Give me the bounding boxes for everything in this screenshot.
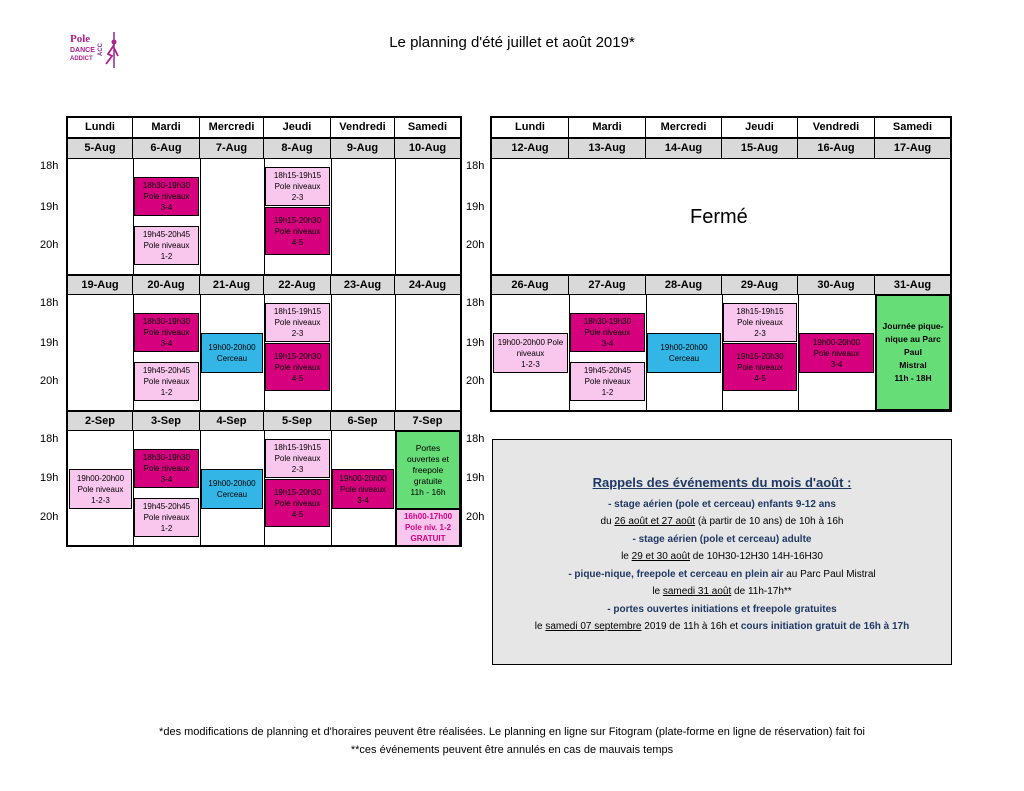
day-header: Vendredi: [798, 118, 875, 139]
time-label: 20h: [466, 239, 485, 251]
date-header: 30-Aug: [798, 276, 875, 295]
class-event[interactable]: 18h30-19h30 Pole niveaux 3-4: [134, 449, 199, 488]
logo-text-addict: ADDICT: [70, 56, 93, 62]
date-header: 13-Aug: [569, 139, 646, 159]
date-header: 8-Aug: [264, 139, 331, 159]
event-pique-nique[interactable]: Journée pique- nique au Parc Paul Mistral 11h - 18H: [876, 295, 950, 410]
date-header: 27-Aug: [569, 276, 646, 295]
reminder-line: - pique-nique, freepole et cerceau en plein air au Parc Paul Mistral: [568, 568, 876, 580]
date-header: 5-Aug: [68, 139, 133, 159]
class-event[interactable]: 19h15-20h30 Pole niveaux 4-5: [265, 343, 330, 391]
reminder-line: le samedi 31 août de 11h-17h**: [652, 586, 792, 597]
class-event[interactable]: 19h00-20h00 Cerceau: [201, 333, 263, 373]
date-header: 24-Aug: [395, 276, 460, 295]
day-header: Lundi: [492, 118, 569, 139]
time-label: 19h: [466, 337, 485, 349]
reminder-line: le samedi 07 septembre 2019 de 11h à 16h et cours initiation gratuit de 16h à 17h: [534, 621, 910, 632]
class-event[interactable]: 19h00-20h00 Cerceau: [201, 469, 263, 509]
time-label: 20h: [466, 375, 485, 387]
reminder-line: - stage aérien (pole et cerceau) enfants 9-12 ans: [608, 498, 836, 510]
pole-dance-addict-logo: [68, 30, 124, 70]
date-header: 6-Aug: [133, 139, 200, 159]
class-event[interactable]: 19h45-20h45 Pole niveaux 1-2: [134, 498, 199, 537]
day-header: Samedi: [395, 118, 460, 139]
class-event[interactable]: 19h00-20h00 Pole niveaux 3-4: [332, 469, 394, 509]
class-event[interactable]: 18h15-19h15 Pole niveaux 2-3: [265, 303, 330, 342]
date-header: 15-Aug: [722, 139, 798, 159]
reminder-line: le 29 et 30 août de 10H30-12H30 14H-16H30: [621, 551, 823, 562]
class-event[interactable]: 18h30-19h30 Pole niveaux 3-4: [134, 313, 199, 352]
time-label: 20h: [40, 239, 59, 251]
date-header: 29-Aug: [722, 276, 798, 295]
time-label: 19h: [40, 337, 59, 349]
date-header: 22-Aug: [264, 276, 331, 295]
date-header: 4-Sep: [200, 412, 264, 431]
date-header: 6-Sep: [331, 412, 395, 431]
date-header: 7-Aug: [200, 139, 264, 159]
date-header: 7-Sep: [395, 412, 460, 431]
date-header: 26-Aug: [492, 276, 569, 295]
event-initiation-gratuit[interactable]: 16h00-17h00 Pole niv. 1-2 GRATUIT: [396, 509, 460, 546]
logo-text-pole: Pole: [70, 33, 91, 45]
class-event[interactable]: 19h00-20h00 Pole niveaux 3-4: [799, 333, 874, 373]
reminder-line: du 26 août et 27 août (à partir de 10 ans) de 10h à 16h: [600, 516, 844, 527]
reminders-box: [492, 439, 952, 665]
day-header: Vendredi: [331, 118, 395, 139]
class-event[interactable]: 19h00-20h00 Pole niveaux 1-2-3: [493, 333, 568, 373]
time-label: 19h: [466, 472, 485, 484]
date-header: 28-Aug: [646, 276, 722, 295]
class-event[interactable]: 18h15-19h15 Pole niveaux 2-3: [723, 303, 797, 342]
class-event[interactable]: 19h15-20h30 Pole niveaux 4-5: [265, 207, 330, 255]
date-header: 23-Aug: [331, 276, 395, 295]
date-header: 21-Aug: [200, 276, 264, 295]
time-label: 19h: [40, 472, 59, 484]
logo-text-side: ACC: [98, 43, 104, 56]
day-header: Jeudi: [264, 118, 331, 139]
class-event[interactable]: 19h45-20h45 Pole niveaux 1-2: [570, 362, 645, 401]
time-label: 18h: [466, 160, 485, 172]
closed-label: Fermé: [690, 206, 748, 228]
logo-text-dance: DANCE: [70, 47, 95, 54]
date-header: 2-Sep: [68, 412, 133, 431]
day-header: Samedi: [875, 118, 950, 139]
time-label: 18h: [40, 297, 59, 309]
class-event[interactable]: 19h45-20h45 Pole niveaux 1-2: [134, 362, 199, 401]
day-header: Mercredi: [200, 118, 264, 139]
time-label: 19h: [40, 201, 59, 213]
date-header: 16-Aug: [798, 139, 875, 159]
day-header: Lundi: [68, 118, 133, 139]
event-portes-ouvertes[interactable]: Portes ouvertes et freepole gratuite 11h - 16h: [396, 431, 460, 509]
class-event[interactable]: 19h15-20h30 Pole niveaux 4-5: [723, 343, 797, 391]
time-label: 20h: [40, 511, 59, 523]
reminder-line: - portes ouvertes initiations et freepole gratuites: [607, 603, 837, 615]
time-label: 18h: [40, 160, 59, 172]
time-label: 19h: [466, 201, 485, 213]
day-header: Jeudi: [722, 118, 798, 139]
time-label: 18h: [40, 433, 59, 445]
date-header: 19-Aug: [68, 276, 133, 295]
date-header: 9-Aug: [331, 139, 395, 159]
page-title: Le planning d'été juillet et août 2019*: [389, 34, 635, 51]
date-header: 20-Aug: [133, 276, 200, 295]
time-label: 18h: [466, 433, 485, 445]
date-header: 10-Aug: [395, 139, 460, 159]
class-event[interactable]: 18h15-19h15 Pole niveaux 2-3: [265, 439, 330, 478]
class-event[interactable]: 18h30-19h30 Pole niveaux 3-4: [570, 313, 645, 352]
reminders-title: Rappels des événements du mois d'août :: [592, 475, 852, 490]
class-event[interactable]: 19h15-20h30 Pole niveaux 4-5: [265, 479, 330, 527]
date-header: 31-Aug: [875, 276, 950, 295]
footer-note: *des modifications de planning et d'horaires peuvent être réalisées. Le planning en ligne sur Fitogram (plate-forme en ligne de réservation) fait foi: [159, 726, 865, 738]
class-event[interactable]: 19h45-20h45 Pole niveaux 1-2: [134, 226, 199, 265]
day-header: Mardi: [569, 118, 646, 139]
time-label: 20h: [40, 375, 59, 387]
date-header: 12-Aug: [492, 139, 569, 159]
class-event[interactable]: 18h15-19h15 Pole niveaux 2-3: [265, 167, 330, 206]
time-label: 20h: [466, 511, 485, 523]
class-event[interactable]: 19h00-20h00 Pole niveaux 1-2-3: [69, 469, 132, 509]
day-header: Mardi: [133, 118, 200, 139]
date-header: 14-Aug: [646, 139, 722, 159]
class-event[interactable]: 18h30-19h30 Pole niveaux 3-4: [134, 177, 199, 216]
footer-note: **ces événements peuvent être annulés en cas de mauvais temps: [350, 744, 674, 756]
day-header: Mercredi: [646, 118, 722, 139]
reminder-line: - stage aérien (pole et cerceau) adulte: [632, 533, 812, 545]
date-header: 5-Sep: [264, 412, 331, 431]
date-header: 17-Aug: [875, 139, 950, 159]
date-header: 3-Sep: [133, 412, 200, 431]
class-event[interactable]: 19h00-20h00 Cerceau: [647, 333, 721, 373]
time-label: 18h: [466, 297, 485, 309]
